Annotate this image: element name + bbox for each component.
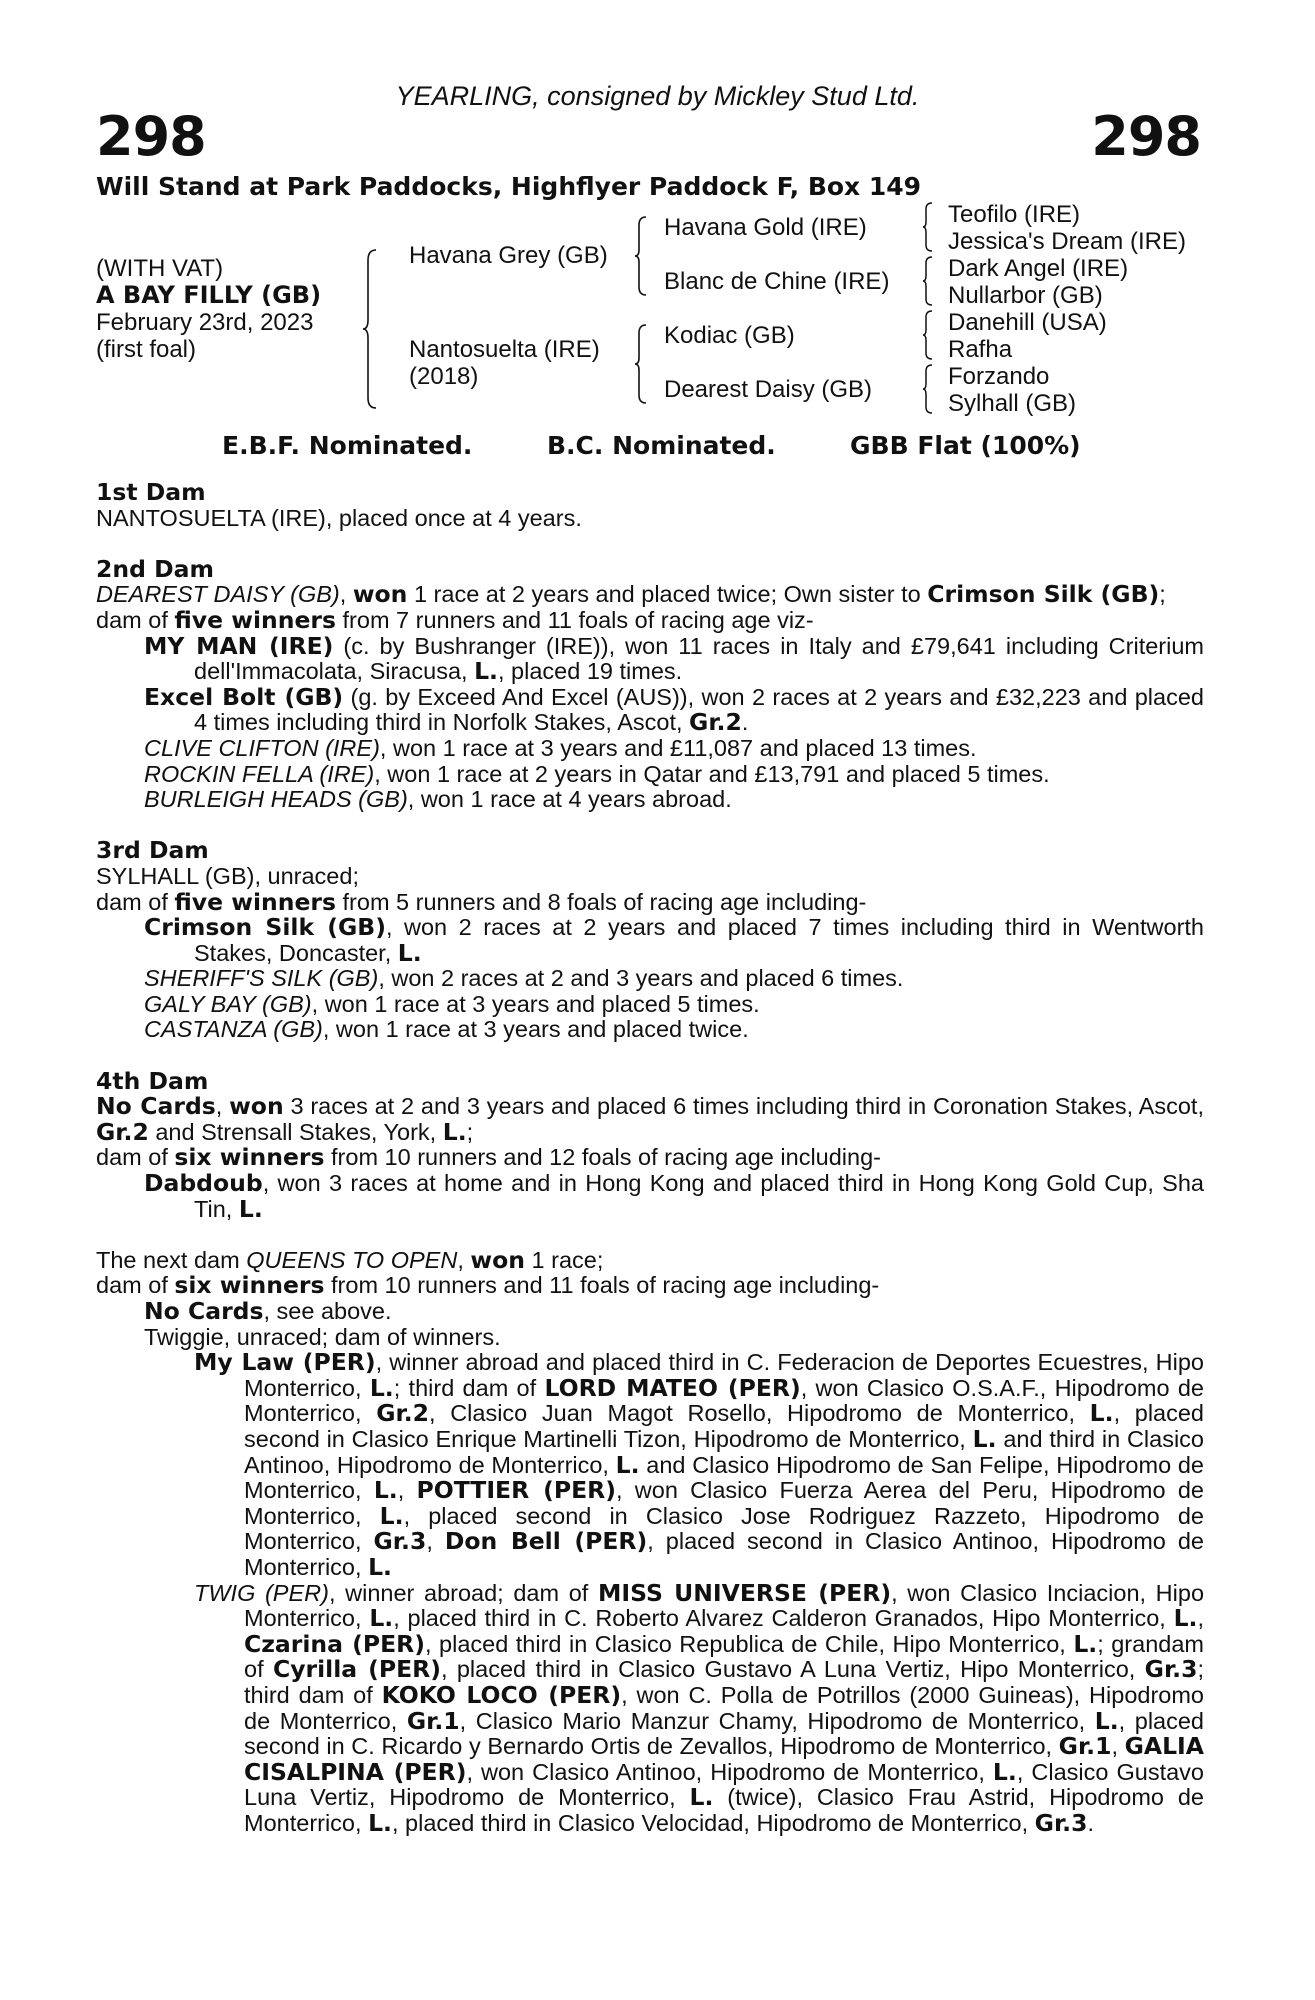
race-grade: Gr.2 bbox=[376, 1399, 430, 1428]
progeny-text: and third in Clasico Antinoo, Hipodromo de Monterrico, bbox=[244, 1425, 1205, 1478]
lot-number-right: 298 bbox=[1091, 105, 1201, 168]
progeny-entry bbox=[96, 762, 1204, 788]
progeny-text: , winner abroad; dam of bbox=[328, 1579, 598, 1606]
won-label: won bbox=[229, 1092, 284, 1121]
progeny-text: , placed third in Clasico Velocidad, Hipodromo de Monterrico, bbox=[391, 1809, 1035, 1836]
foaling-date: February 23rd, 2023 bbox=[96, 309, 314, 336]
progeny-name: Don Bell (PER) bbox=[444, 1527, 648, 1556]
progeny-name: CLIVE CLIFTON (IRE) bbox=[144, 734, 380, 761]
progeny-text: and Clasico Hipodromo de San Felipe, Hipodromo de Monterrico, bbox=[244, 1451, 1204, 1504]
progeny-name: POTTIER (PER) bbox=[416, 1476, 616, 1505]
progeny-text: ; third dam of bbox=[393, 1374, 545, 1401]
second-dam-produce bbox=[96, 605, 1204, 634]
third-dam-produce bbox=[96, 887, 1204, 916]
grandsire-2: Jessica's Dream (IRE) bbox=[948, 228, 1186, 255]
progeny-text: , won C. Polla de Potrillos (2000 Guineas), Hipodromo de Monterrico, bbox=[244, 1681, 1204, 1734]
progeny-entry bbox=[96, 1299, 1204, 1325]
progeny-text: ; third dam of bbox=[244, 1656, 1204, 1708]
progeny-text: , won Clasico Fuerza Aerea del Peru, Hipodromo de Monterrico, bbox=[244, 1477, 1204, 1529]
fourth-dam-heading: 4th Dam bbox=[96, 1066, 209, 1095]
progeny-text: , placed third in Clasico Gustavo A Luna Vertiz, Hipo Monterrico, bbox=[440, 1656, 1145, 1683]
progeny-text: ; grandam of bbox=[244, 1630, 1204, 1683]
progeny-text: , won 1 race at 3 years and £11,087 and placed 13 times. bbox=[379, 734, 977, 761]
progeny-entry bbox=[96, 631, 1204, 686]
punct: ; bbox=[1159, 581, 1166, 608]
progeny-name: Dabdoub bbox=[144, 1169, 263, 1198]
progeny-entry: My Law (PER), winner abroad and placed third in C. Federacion de Deportes Ecuestres, Hipo Monterrico, L.; third dam of LORD MATEO (PER), won Clasico O.S.A.F., Hipodromo de Monterrico, Gr.2, Clasico Juan Magot Rosello, Hipodromo de Monterrico, L., placed second in Clasico Enrique Martinelli Tizon, Hipodromo de Monterrico, L. and third in Clasico Antinoo, Hipodromo de Monterrico, L. and Clasico Hipodromo de San Felipe, Hipodromo de Monterrico, L., POTTIER (PER), won Clasico Fuerza Aerea del Peru, Hipodromo de Monterrico, L., placed second in Clasico Jose Rodriguez Razzeto, Hipodromo de Monterrico, Gr.3, Don Bell (PER), placed second in Clasico Antinoo, Hipodromo de Monterrico, L. bbox=[194, 1348, 1205, 1581]
consignment-line: YEARLING, consigned by Mickley Stud Ltd. bbox=[395, 81, 920, 111]
race-grade: L. bbox=[689, 1783, 714, 1812]
race-grade: L. bbox=[1173, 1604, 1198, 1633]
progeny-name: No Cards bbox=[144, 1297, 264, 1325]
race-grade: Gr.3 bbox=[1144, 1655, 1198, 1684]
race-grade: Gr.1 bbox=[1058, 1732, 1112, 1761]
record-text: 1 race at 2 years and placed twice; Own sister to bbox=[407, 581, 928, 608]
next-dam-lead: The next dam bbox=[96, 1246, 247, 1273]
second-dam-name: DEAREST DAISY (GB) bbox=[96, 581, 340, 608]
pedigree-brace-sire bbox=[634, 215, 648, 297]
race-grade: L. bbox=[1073, 1629, 1098, 1658]
record-text: 3 races at 2 and 3 years and placed 6 times including third in Coronation Stakes, Ascot, bbox=[283, 1093, 1204, 1120]
punct: , bbox=[215, 1093, 230, 1120]
progeny-entry bbox=[96, 682, 1204, 737]
progeny-entry: Twiggie, unraced; dam of winners. bbox=[144, 1323, 501, 1350]
dam-sire: Kodiac (GB) bbox=[664, 322, 795, 349]
dam-year: (2018) bbox=[409, 363, 479, 390]
won-label: won bbox=[470, 1245, 525, 1274]
progeny-entry bbox=[96, 1171, 1204, 1222]
race-grade: L. bbox=[992, 1757, 1017, 1786]
third-dam-heading: 3rd Dam bbox=[96, 836, 209, 865]
progeny-entry bbox=[96, 1017, 1204, 1043]
progeny-text: , Clasico Juan Magot Rosello, Hipodromo de Monterrico, bbox=[429, 1400, 1090, 1427]
progeny-name: LORD MATEO (PER) bbox=[544, 1373, 801, 1402]
progeny-text: , placed third in Clasico Republica de Chile, Hipo Monterrico, bbox=[425, 1630, 1074, 1657]
progeny-text: , won Clasico Inciacion, Hipo Monterrico, bbox=[244, 1579, 1205, 1632]
pedigree-brace-dam bbox=[634, 323, 648, 405]
progeny-name: TWIG (PER) bbox=[194, 1579, 329, 1606]
dam-of-label: dam of bbox=[96, 1144, 175, 1171]
bc-nomination: B.C. Nominated. bbox=[547, 431, 776, 460]
grandsire-7: Forzando bbox=[948, 363, 1050, 390]
third-dam-text: SYLHALL (GB), unraced; bbox=[96, 862, 359, 889]
first-dam-text: NANTOSUELTA (IRE), placed once at 4 years. bbox=[96, 504, 582, 531]
progeny-text: , won Clasico Antinoo, Hipodromo de Monterrico, bbox=[466, 1758, 993, 1785]
progeny-text: , placed 19 times. bbox=[497, 658, 683, 685]
progeny-name: MISS UNIVERSE (PER) bbox=[597, 1578, 892, 1607]
fourth-dam-produce bbox=[96, 1145, 1204, 1171]
grandsire-3: Dark Angel (IRE) bbox=[948, 255, 1129, 282]
progeny-text: , Clasico Gustavo Luna Vertiz, Hipodromo de Monterrico, bbox=[244, 1758, 1204, 1811]
gbb-status: GBB Flat (100%) bbox=[850, 431, 1081, 460]
progeny-name: ROCKIN FELLA (IRE) bbox=[144, 760, 375, 787]
progeny-text: (twice), Clasico Frau Astrid, Hipodromo de Monterrico, bbox=[244, 1784, 1205, 1836]
winners-count: six winners bbox=[174, 1271, 325, 1300]
progeny-text: , placed second in Clasico Jose Rodriguez Razzeto, Hipodromo de Monterrico, bbox=[244, 1502, 1204, 1555]
progeny-text: (c. by Bushranger (IRE)), won 11 races in Italy and £79,641 including Criterium dell'Immacolata, Siracusa, bbox=[194, 632, 1204, 685]
winners-rest: from 7 runners and 11 foals of racing age viz- bbox=[335, 606, 814, 633]
progeny-entry bbox=[96, 992, 1204, 1018]
progeny-name: Czarina (PER) bbox=[244, 1629, 426, 1658]
punct: . bbox=[741, 709, 749, 736]
race-grade: L. bbox=[238, 1194, 263, 1223]
progeny-entry bbox=[96, 736, 1204, 762]
dam-dam: Dearest Daisy (GB) bbox=[664, 376, 873, 403]
progeny-text: , won 1 race at 3 years and placed 5 times. bbox=[311, 990, 760, 1017]
grandsire-8: Sylhall (GB) bbox=[948, 390, 1077, 417]
next-dam-text bbox=[96, 1245, 1204, 1274]
vat-note: (WITH VAT) bbox=[96, 255, 224, 282]
winners-count: five winners bbox=[174, 605, 336, 634]
pedigree-brace-g1 bbox=[922, 201, 934, 253]
race-grade: Gr.3 bbox=[1034, 1808, 1088, 1837]
fourth-dam-text bbox=[96, 1094, 1204, 1145]
sire-sire: Havana Gold (IRE) bbox=[664, 214, 867, 241]
race-grade: L. bbox=[369, 1373, 394, 1402]
second-dam-text: DEAREST DAISY (GB), won 1 race at 2 years and placed twice; Own sister to Crimson Silk (GB); bbox=[96, 580, 1166, 609]
race-grade: L. bbox=[1094, 1706, 1119, 1735]
record-text: and Strensall Stakes, York, bbox=[148, 1118, 443, 1145]
progeny-name: Cyrilla (PER) bbox=[272, 1655, 441, 1684]
winners-count: five winners bbox=[174, 887, 336, 916]
progeny-name: Excel Bolt (GB) bbox=[144, 682, 344, 711]
pedigree-table bbox=[0, 0, 1315, 440]
second-dam-section bbox=[96, 554, 1204, 813]
race-grade: L. bbox=[368, 1808, 392, 1837]
pedigree-brace-g4 bbox=[922, 363, 934, 415]
progeny-entry bbox=[96, 787, 1204, 813]
dam-of-label: dam of bbox=[96, 606, 175, 633]
sire-name: Havana Grey (GB) bbox=[409, 242, 608, 269]
race-grade: L. bbox=[368, 1552, 392, 1581]
grandsire-4: Nullarbor (GB) bbox=[948, 282, 1103, 309]
next-dam-name: QUEENS TO OPEN bbox=[246, 1246, 458, 1273]
dam-name: Nantosuelta (IRE) bbox=[409, 336, 600, 363]
progeny-text: (g. by Exceed And Excel (AUS)), won 2 races at 2 years and £32,223 and placed 4 times including third in Norfolk Stakes, Ascot, bbox=[194, 683, 1204, 736]
progeny-name: SHERIFF'S SILK (GB) bbox=[144, 965, 379, 992]
progeny-entry bbox=[96, 966, 1204, 992]
progeny-entry bbox=[96, 915, 1204, 966]
winners-rest: from 5 runners and 8 foals of racing age including- bbox=[335, 888, 867, 915]
race-grade: L. bbox=[972, 1424, 997, 1453]
progeny-text: , see above. bbox=[263, 1298, 392, 1324]
pedigree-brace-g3 bbox=[922, 309, 934, 361]
progeny-text: , placed second in C. Ricardo y Bernardo Ortis de Zevallos, Hipodromo de Monterrico, bbox=[244, 1707, 1205, 1760]
progeny-text: , won 2 races at 2 and 3 years and placed 6 times. bbox=[378, 965, 904, 992]
progeny-name: GALY BAY (GB) bbox=[144, 990, 312, 1017]
progeny-name: BURLEIGH HEADS (GB) bbox=[144, 786, 408, 813]
progeny-text: , placed second in Clasico Antinoo, Hipodromo de Monterrico, bbox=[244, 1528, 1204, 1580]
third-dam-section bbox=[96, 838, 1204, 1043]
race-grade: Gr.1 bbox=[406, 1706, 460, 1735]
race-grade: L. bbox=[474, 657, 498, 686]
race-grade: L. bbox=[397, 938, 422, 967]
pedigree-brace-main bbox=[362, 248, 378, 410]
race-grade: L. bbox=[615, 1450, 640, 1479]
winners-count: six winners bbox=[174, 1143, 325, 1172]
first-foal-note: (first foal) bbox=[96, 336, 197, 363]
dam-of-label: dam of bbox=[96, 888, 175, 915]
pedigree-brace-g2 bbox=[922, 255, 934, 307]
progeny-name: MY MAN (IRE) bbox=[144, 631, 334, 660]
progeny-text: , winner abroad and placed third in C. Federacion de Deportes Ecuestres, Hipo Monterrico, bbox=[244, 1349, 1204, 1401]
winners-rest: from 10 runners and 11 foals of racing age including- bbox=[324, 1272, 880, 1299]
progeny-text: , placed second in Clasico Enrique Martinelli Tizon, Hipodromo de Monterrico, bbox=[244, 1400, 1204, 1452]
progeny-text: , won 1 race at 3 years and placed twice. bbox=[322, 1016, 749, 1043]
sire-dam: Blanc de Chine (IRE) bbox=[664, 268, 890, 295]
ebf-nomination: E.B.F. Nominated. bbox=[222, 431, 473, 460]
next-dam-produce bbox=[96, 1273, 1204, 1299]
progeny-name: CASTANZA (GB) bbox=[144, 1016, 323, 1043]
progeny-text: , won 2 races at 2 years and placed 7 times including third in Wentworth Stakes, Doncaster, bbox=[194, 914, 1204, 966]
race-grade: L. bbox=[369, 1604, 394, 1633]
dam-of-label: dam of bbox=[96, 1272, 175, 1299]
sister-name: Crimson Silk (GB) bbox=[927, 580, 1160, 609]
punct: ; bbox=[466, 1118, 474, 1145]
race-grade: Gr.2 bbox=[96, 1117, 149, 1146]
progeny-entry: TWIG (PER), winner abroad; dam of MISS UNIVERSE (PER), won Clasico Inciacion, Hipo Monterrico, L., placed third in C. Roberto Alvarez Calderon Granados, Hipo Monterrico, L., Czarina (PER), placed third in Clasico Republica de Chile, Hipo Monterrico, L.; grandam of Cyrilla (PER), placed third in Clasico Gustavo A Luna Vertiz, Hipo Monterrico, Gr.3; third dam of KOKO LOCO (PER), won C. Polla de Potrillos (2000 Guineas), Hipodromo de Monterrico, Gr.1, Clasico Mario Manzur Chamy, Hipodromo de Monterrico, L., placed second in C. Ricardo y Bernardo Ortis de Zevallos, Hipodromo de Monterrico, Gr.1, GALIA CISALPINA (PER), won Clasico Antinoo, Hipodromo de Monterrico, L., Clasico Gustavo Luna Vertiz, Hipodromo de Monterrico, L. (twice), Clasico Frau Astrid, Hipodromo de Monterrico, L., placed third in Clasico Velocidad, Hipodromo de Monterrico, Gr.3. bbox=[194, 1578, 1205, 1837]
first-dam-section bbox=[96, 480, 1204, 531]
nominations-row bbox=[0, 431, 1315, 465]
punct: , bbox=[457, 1246, 471, 1273]
progeny-text: , won Clasico O.S.A.F., Hipodromo de Monterrico, bbox=[244, 1374, 1204, 1427]
progeny-text: , won 1 race at 4 years abroad. bbox=[407, 786, 732, 813]
grandsire-1: Teofilo (IRE) bbox=[948, 201, 1081, 228]
race-grade: L. bbox=[379, 1501, 404, 1530]
fourth-dam-section bbox=[96, 1066, 1204, 1223]
progeny-name: KOKO LOCO (PER) bbox=[381, 1680, 622, 1709]
grandsire-6: Rafha bbox=[948, 336, 1013, 363]
grandsire-5: Danehill (USA) bbox=[948, 309, 1107, 336]
first-dam-heading: 1st Dam bbox=[96, 478, 206, 506]
second-dam-heading: 2nd Dam bbox=[96, 554, 214, 583]
next-dam-section bbox=[96, 1245, 1205, 1837]
progeny-text: , won 1 race at 2 years in Qatar and £13,791 and placed 5 times. bbox=[374, 760, 1050, 787]
lot-number-left: 298 bbox=[96, 105, 206, 168]
progeny-text: , won 3 races at home and in Hong Kong and placed third in Hong Kong Gold Cup, Sha Tin, bbox=[194, 1170, 1204, 1222]
progeny-name: GALIA CISALPINA (PER) bbox=[244, 1732, 1204, 1786]
won-label: won bbox=[352, 580, 408, 609]
horse-description: A BAY FILLY (GB) bbox=[96, 281, 322, 309]
stabling-location: Will Stand at Park Paddocks, Highflyer Paddock F, Box 149 bbox=[96, 172, 922, 201]
progeny-name: My Law (PER) bbox=[194, 1348, 376, 1377]
produce-record bbox=[96, 480, 1204, 1862]
winners-rest: from 10 runners and 12 foals of racing age including- bbox=[324, 1144, 881, 1171]
race-grade: Gr.3 bbox=[373, 1527, 427, 1556]
progeny-text: , placed third in C. Roberto Alvarez Calderon Granados, Hipo Monterrico, bbox=[393, 1605, 1174, 1632]
race-grade: L. bbox=[1089, 1399, 1114, 1428]
punct: . bbox=[1087, 1809, 1094, 1836]
race-grade: Gr.2 bbox=[689, 708, 742, 737]
race-grade: L. bbox=[373, 1476, 398, 1505]
progeny-name: Crimson Silk (GB) bbox=[144, 913, 386, 942]
record-text: 1 race; bbox=[525, 1246, 604, 1273]
race-grade: L. bbox=[442, 1117, 467, 1146]
fourth-dam-name: No Cards bbox=[96, 1092, 216, 1121]
progeny-text: , Clasico Mario Manzur Chamy, Hipodromo de Monterrico, bbox=[459, 1707, 1095, 1734]
